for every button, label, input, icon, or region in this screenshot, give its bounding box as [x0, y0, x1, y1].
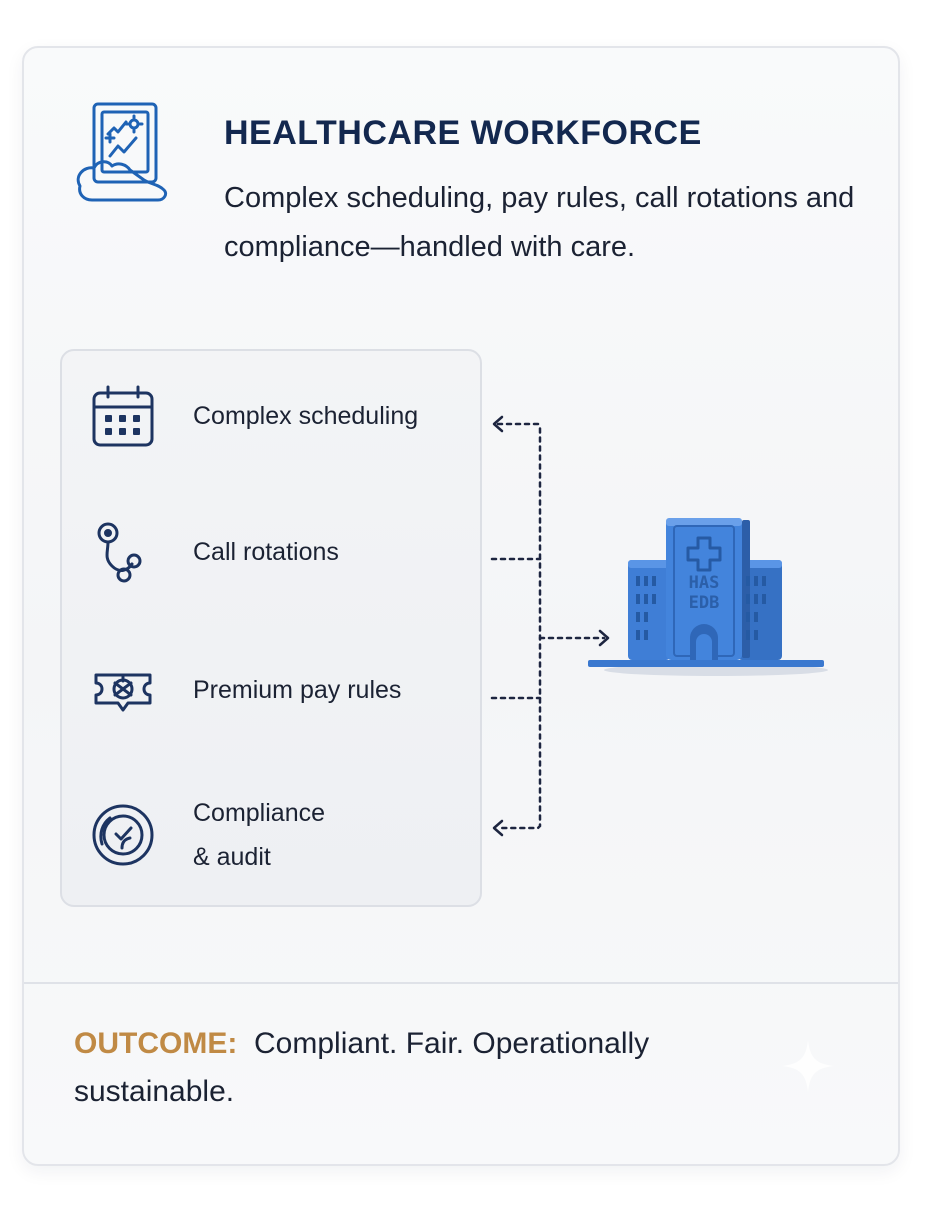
compliance-badge-icon [90, 802, 156, 868]
stethoscope-icon [90, 519, 156, 585]
outcome-statement [74, 1020, 694, 1116]
list-item-complex-scheduling [90, 383, 453, 449]
healthcare-workforce-card [22, 46, 900, 1166]
item-label: Complex scheduling [193, 402, 419, 430]
list-item-premium-pay-rules [90, 657, 453, 723]
tablet-schedule-hand-icon [74, 102, 174, 208]
page-title: HEALTHCARE WORKFORCE [224, 114, 702, 152]
hospital-building-icon [586, 508, 836, 678]
item-label: Compliance & audit [193, 799, 326, 871]
outcome-label: OUTCOME: [74, 1027, 238, 1060]
building-sign-line-2: EDB [688, 593, 720, 613]
list-item-call-rotations [90, 519, 453, 585]
building-sign-line-1: HAS [688, 573, 720, 593]
calendar-icon [90, 383, 156, 449]
item-label: Premium pay rules [193, 676, 402, 704]
list-item-compliance-audit [90, 791, 453, 879]
sparkle-icon [780, 1038, 836, 1094]
section-divider [24, 982, 898, 984]
feature-list-panel [60, 349, 482, 907]
pay-rules-ticket-icon [90, 657, 156, 723]
outcome-text: Compliant. Fair. Operationally sustainable. [74, 1027, 650, 1108]
item-label: Call rotations [193, 538, 339, 566]
page-subtitle: Complex scheduling, pay rules, call rotations and compliance—handled with care. [224, 182, 855, 263]
